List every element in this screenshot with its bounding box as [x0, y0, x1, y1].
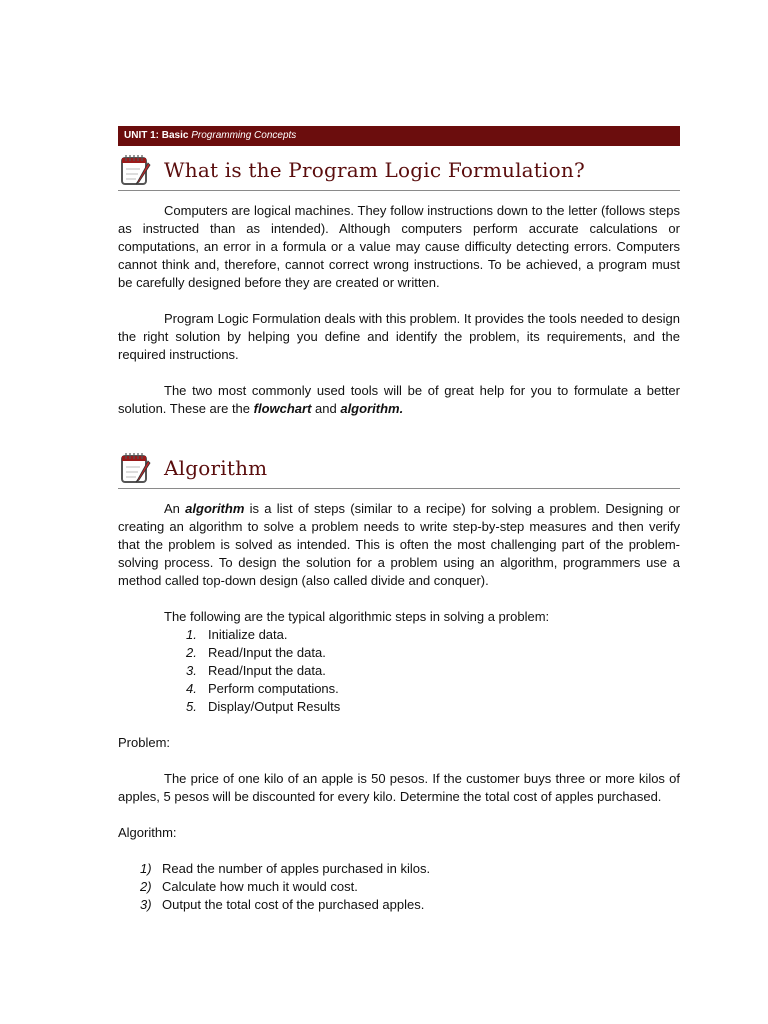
list-text: Read/Input the data. — [208, 645, 326, 660]
list-number: 2. — [186, 645, 197, 660]
paragraph-text: and — [311, 401, 341, 416]
problem-text: The price of one kilo of an apple is 50 pesos. If the customer buys three or more kilos of apples, 5 pesos will be discounted for every kilo. Determine the total cost of apples purchased. — [118, 771, 680, 804]
list-text: Perform computations. — [208, 681, 339, 696]
list-item — [118, 860, 680, 878]
list-text: Display/Output Results — [208, 699, 341, 714]
list-item — [118, 662, 680, 680]
notepad-pencil-icon — [120, 451, 152, 485]
algorithmic-steps-list — [118, 626, 680, 716]
unit-header-bar — [118, 126, 680, 146]
list-text: Calculate how much it would cost. — [162, 879, 358, 894]
list-text: Read the number of apples purchased in kilos. — [162, 861, 431, 876]
list-number: 1. — [186, 627, 197, 642]
unit-label: UNIT 1: Basic — [124, 130, 192, 141]
list-number: 4. — [186, 681, 197, 696]
list-item — [118, 644, 680, 662]
algorithm-steps-list — [118, 860, 680, 914]
list-item — [118, 626, 680, 644]
list-number: 3) — [140, 897, 152, 912]
section-title: What is the Program Logic Formulation? — [164, 158, 585, 182]
unit-subtitle: Programming Concepts — [191, 130, 297, 141]
list-item — [118, 878, 680, 896]
paragraph: Computers are logical machines. They follow instructions down to the letter (follows steps as instructed than as intended). Although computers perform accurate calculations or computations, an error in a formula or a value may cause difficulty detecting errors. Computers cannot think and, therefore, cannot correct wrong instructions. To be achieved, a program must be carefully designed before they are created or written. — [118, 203, 680, 290]
paragraph: Program Logic Formulation deals with this problem. It provides the tools needed to design the right solution by helping you define and identify the problem, its requirements, and the required instructions. — [118, 311, 680, 362]
list-item — [118, 698, 680, 716]
section-heading-program-logic — [118, 150, 680, 191]
term-algorithm: algorithm — [185, 501, 245, 516]
list-number: 1) — [140, 861, 152, 876]
paragraph-text: is a list of steps (similar to a recipe) for solving a problem. Designing or creating an algorithm to solve a problem needs to write step-by-step measures and then verify that the problem is solved as intended. This is often the most challenging part of the problem-solving process. To design the solution for a problem using an algorithm, programmers use a method called top-down design (also called divide and conquer). — [118, 501, 681, 588]
document-page — [118, 126, 680, 914]
paragraph — [118, 500, 680, 590]
list-text: Initialize data. — [208, 627, 288, 642]
paragraph-text: The two most commonly used tools will be of great help for you to formulate a better solution. These are the — [118, 383, 680, 416]
section-title: Algorithm — [164, 456, 268, 480]
list-number: 2) — [140, 879, 152, 894]
paragraph-text: An — [164, 501, 186, 516]
list-item — [118, 680, 680, 698]
list-text: Read/Input the data. — [208, 663, 326, 678]
problem-label: Problem: — [118, 735, 171, 750]
steps-intro: The following are the typical algorithmic steps in solving a problem: — [164, 609, 550, 624]
term-flowchart: flowchart — [253, 401, 312, 416]
list-number: 5. — [186, 699, 197, 714]
notepad-pencil-icon — [120, 153, 152, 187]
algorithm-label: Algorithm: — [118, 825, 177, 840]
section-heading-algorithm — [118, 448, 680, 489]
list-number: 3. — [186, 663, 197, 678]
term-algorithm: algorithm. — [340, 401, 404, 416]
list-text: Output the total cost of the purchased apples. — [162, 897, 425, 912]
list-item — [118, 896, 680, 914]
paragraph — [118, 382, 680, 418]
